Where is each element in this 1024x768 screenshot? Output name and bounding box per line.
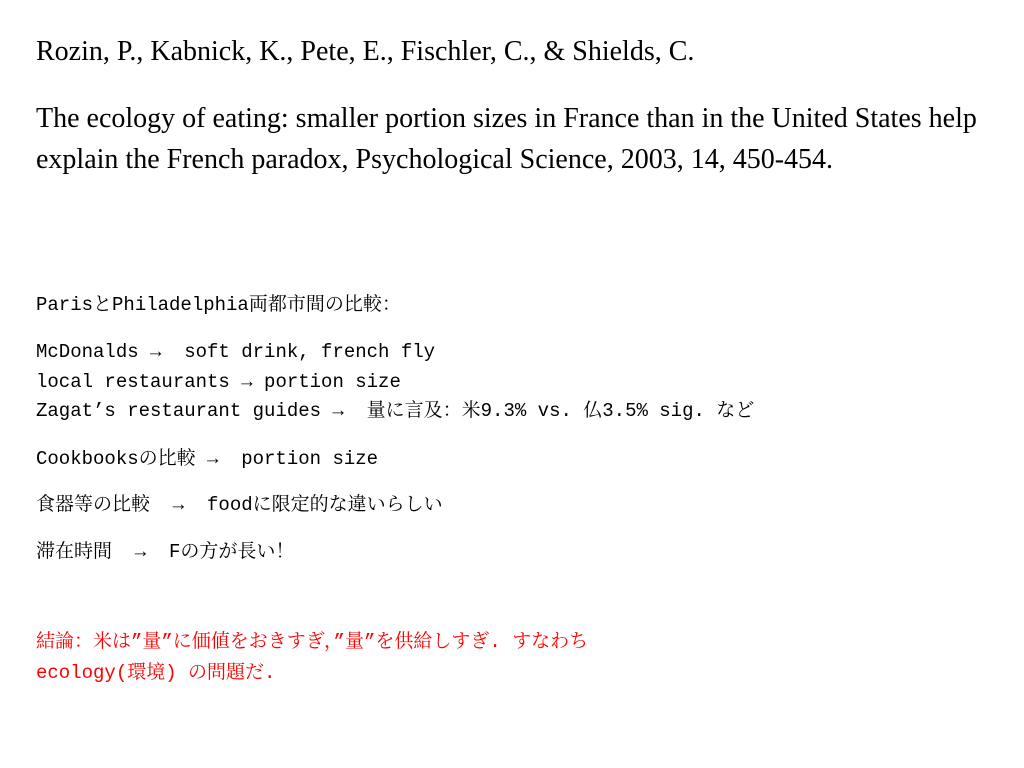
reference-authors: Rozin, P., Kabnick, K., Pete, E., Fischler, C., & Shields, C.: [36, 36, 695, 67]
comparison-heading: ParisとPhiladelphia両都市間の比較：: [36, 294, 401, 316]
note-tableware: 食器等の比較 → foodに限定的な違いらしい: [36, 494, 443, 516]
note-local-restaurants: local restaurants → portion size: [36, 371, 401, 393]
conclusion-line-1: 結論：米は”量”に価値をおきすぎ，”量”を供給しすぎ. すなわち: [36, 631, 589, 653]
note-stay-time: 滞在時間 → Fの方が長い！: [36, 541, 295, 563]
conclusion-line-2: ecology(環境) の問題だ.: [36, 662, 276, 684]
note-zagat: Zagat’s restaurant guides → 量に言及：米9.3% vs. 仏3.5% sig. など: [36, 400, 755, 422]
reference-title-citation: The ecology of eating: smaller portion sizes in France than in the United States help explain the French paradox, Psychological Science, 2003, 14, 450-454.: [36, 103, 977, 175]
note-mcdonalds: McDonalds → soft drink, french fly: [36, 341, 436, 363]
note-cookbooks: Cookbooksの比較 → portion size: [36, 448, 379, 470]
